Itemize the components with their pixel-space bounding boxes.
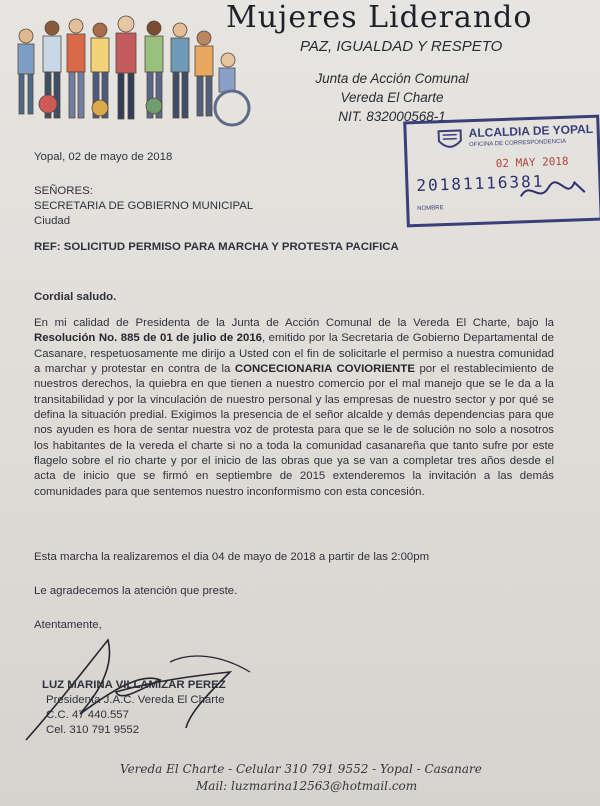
recipient-line-3: Ciudad <box>34 215 71 227</box>
stamp-name-label: NOMBRE <box>417 205 444 213</box>
thanks-line: Le agradecemos la atención que preste. <box>34 585 238 597</box>
organization-name: Mujeres Liderando <box>226 0 533 35</box>
stamp-number: 20181116381 <box>416 171 545 196</box>
body-segment-5: por el restablecimiento de nuestros derechos, la quiebra en que tienen a nuestro comercio por el mal manejo que se le da a la transitabilidad y por la vinculación de nuestro personal y las empresas de nuestro sector y por qué se defina la situación predial. Exigimos la presencia de el señor alcalde y demás dependencias para que nos ayuden es hora de sentar nuestra voz de protesta para que se le de solución no solo a nosotros los habitantes de la vereda el charte si no a toda la comunidad casanareña que tanto sufre por este flagelo sobre el rio charte y por el inicio de las obras que ya se van a completar tres años desde el acta de inicio que se firmó en septiembre de 2015 extenderemos la invitación a las demás comunidades para que sentemos nuestro inconformismo con esta concesión. <box>34 363 554 498</box>
march-line: Esta marcha la realizaremos el dia 04 de mayo de 2018 a partir de las 2:00pm <box>34 551 430 563</box>
signer-id: C.C. 47 440.557 <box>46 709 129 721</box>
stamp-date: 02 MAY 2018 <box>495 154 569 171</box>
stamp-subtitle: OFICINA DE CORRESPONDENCIA <box>468 138 567 149</box>
body-segment-4-bold: CONCECIONARIA COVIORIENTE <box>234 363 415 376</box>
place-and-date: Yopal, 02 de mayo de 2018 <box>34 151 173 163</box>
body-segment-3: , emitido por la Secretaria de Gobierno Departamental de Casanare, respetuosamente me dirijo a Usted con el fin de solicitarle el permiso a nuestra comunidad a marchar y protestar en contra de la <box>34 332 554 376</box>
closing-line: Atentamente, <box>34 619 102 631</box>
alcaldia-logo-icon <box>436 126 463 153</box>
stamp-signature-scribble <box>518 174 589 206</box>
jac-block <box>302 69 482 126</box>
nit-number: NIT. 832000568-1 <box>338 109 446 124</box>
recipient-line-1: SEÑORES: <box>34 185 93 197</box>
signer-phone: Cel. 310 791 9552 <box>46 724 140 736</box>
footer-email-line: Mail: luzmarina12563@hotmail.com <box>196 779 418 793</box>
jac-name: Junta de Acción Comunal <box>315 71 469 86</box>
greeting: Cordial saludo. <box>34 291 117 303</box>
letter-body <box>34 316 554 500</box>
body-segment-2-bold: Resolución No. 885 de 01 de julio de 2016 <box>34 332 262 345</box>
body-segment-1: En mi calidad de Presidenta de la Junta de Acción Comunal de la Vereda El Charte, bajo la <box>34 317 554 329</box>
signer-role: Presidenta J.A.C. Vereda El Charte <box>46 694 225 706</box>
women-group-illustration <box>8 8 253 136</box>
reference-line: REF: SOLICITUD PERMISO PARA MARCHA Y PROTESTA PACIFICA <box>34 241 399 253</box>
reception-stamp <box>403 115 600 228</box>
organization-motto: PAZ, IGUALDAD Y RESPETO <box>300 38 503 55</box>
recipient-line-2: SECRETARIA DE GOBIERNO MUNICIPAL <box>34 200 254 212</box>
stamp-title: ALCALDIA DE YOPAL <box>468 121 594 141</box>
footer-contact-line: Vereda El Charte - Celular 310 791 9552 - Yopal - Casanare <box>120 762 482 776</box>
signer-name: LUZ MARINA VILLAMIZAR PEREZ <box>42 679 226 691</box>
vereda-name: Vereda El Charte <box>340 90 444 105</box>
